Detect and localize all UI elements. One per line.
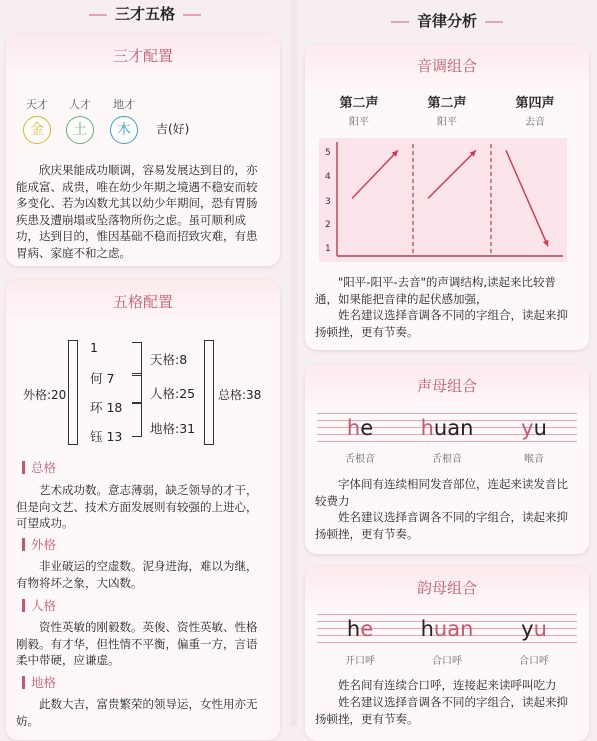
waige-description: 非业破运的空虚数。泥身进海，难以为继，有物将坏之象，大凶数。: [16, 559, 258, 590]
initials-card: [305, 364, 589, 554]
tone-contour-1: [352, 150, 398, 198]
finals-card-title: 韵母组合: [305, 566, 589, 610]
tone-contour-chart: [319, 138, 567, 262]
tone-suggestion: 姓名建议选择音调各不同的字组合，读起来抑扬顿挫，更有节奏。: [315, 308, 568, 339]
sancai-card: [6, 34, 280, 266]
wuge-card-title: 五格配置: [6, 280, 280, 324]
char-row-he: 何 7: [90, 371, 115, 386]
tone-3: 第四声 去音: [515, 96, 555, 128]
tiange-label: 天格:8: [150, 352, 188, 367]
char-row-yu: 钰 13: [90, 429, 123, 444]
right-bracket: [204, 340, 214, 445]
tone-card: [305, 44, 589, 350]
section-title-sancai-wuge: 三才五格: [0, 3, 290, 24]
yinlv-column: [297, 0, 597, 726]
element-mu-circle: 木: [110, 116, 138, 144]
title-dash-left: [89, 14, 107, 16]
dige-label: 地格:31: [150, 421, 196, 436]
sancai-card-title: 三才配置: [6, 34, 280, 78]
tone-1: 第二声 阳平: [339, 96, 379, 128]
zongge-heading: 总格: [22, 461, 56, 474]
initial-type-3: 喉音: [524, 454, 544, 465]
char-row-huan: 环 18: [90, 400, 123, 415]
rencai-label: 人才: [69, 98, 91, 111]
final-syllable-1: he: [346, 617, 374, 641]
sancai-description: 欣庆果能成功顺调，容易发展达到目的，亦能成富、成贵，唯在幼少年期之境遇不稳安而较多变化、若为凶数尤其以幼少年期间，恐有胃肠疾患及遭崩塌或坠落物所伤之虑。虽可顺利成功，达到目的，惟因基础不稳而招致灾难，有患胃病、家庭不和之虑。: [16, 163, 258, 260]
initial-syllable-1: he: [346, 416, 374, 440]
tick-1: 1: [325, 244, 331, 254]
tick-2: 2: [325, 220, 331, 230]
finals-analysis: 姓名间有连续合口呼，连接起来读呼叫吃力: [338, 678, 557, 692]
zongge-description: 艺术成功数。意志薄弱，缺乏领导的才干，但是向文艺、技术方面发展则有较强的上进心，可望成功。: [16, 483, 258, 530]
renge-bracket: [132, 373, 142, 404]
left-bracket: [68, 340, 78, 445]
wuge-card: [6, 280, 280, 740]
initials-analysis: 字体间有连续相同发音部位，连起来读发音比较费力: [315, 477, 568, 508]
final-type-2: 合口呼: [432, 656, 462, 667]
sancai-result: 吉(好): [156, 122, 190, 136]
initial-syllable-2: huan: [420, 416, 474, 440]
tick-5: 5: [325, 148, 331, 158]
char-row-1: 1: [90, 340, 98, 355]
final-syllable-3: yu: [521, 617, 547, 641]
tick-3: 3: [325, 197, 331, 207]
tone-contour-3: [506, 150, 548, 246]
renge-label: 人格:25: [150, 386, 196, 401]
tiange-bracket: [132, 342, 142, 376]
initials-card-title: 声母组合: [305, 364, 589, 408]
dige-bracket: [132, 402, 142, 437]
initial-type-2: 舌根音: [432, 454, 462, 465]
renge-description: 资性英敏的刚毅数。英俊、资性英敏、性格刚毅。有才华，但性情不平衡，偏重一方，言语柔中带硬，应谦虚。: [16, 620, 258, 667]
element-tu-circle: 土: [66, 116, 94, 144]
final-type-3: 合口呼: [519, 656, 549, 667]
dicai-label: 地才: [113, 98, 135, 111]
initial-syllable-3: yu: [521, 416, 547, 440]
waige-heading: 外格: [22, 538, 56, 551]
renge-heading: 人格: [22, 599, 56, 612]
title-dash-right: [183, 14, 201, 16]
tone-analysis: "阳平-阳平-去音"的声调结构,读起来比较普通，如果能把音律的起伏感加强，: [315, 275, 557, 306]
initials-suggestion: 姓名建议选择音调各不同的字组合，读起来抑扬顿挫，更有节奏。: [315, 510, 568, 541]
initial-type-1: 舌根音: [345, 454, 375, 465]
finals-suggestion: 姓名建议选择音调各不同的字组合，读起来抑扬顿挫，更有节奏。: [315, 695, 568, 726]
tone-contours: [352, 150, 548, 246]
element-jin-circle: 金: [23, 116, 51, 144]
title-dash-left: [391, 21, 409, 23]
dige-description: 此数大吉，富贵繁荣的领导运，女性用亦无妨。: [16, 697, 258, 728]
final-type-1: 开口呼: [345, 656, 375, 667]
tone-card-title: 音调组合: [305, 44, 589, 88]
zongge-label: 总格:38: [218, 388, 262, 402]
sancai-wuge-column: [0, 0, 290, 726]
dige-heading: 地格: [22, 676, 56, 689]
finals-card: [305, 566, 589, 741]
tick-4: 4: [325, 172, 331, 182]
tone-contour-2: [428, 150, 476, 198]
tiancai-label: 天才: [26, 98, 48, 111]
waige-label: 外格:20: [23, 388, 67, 402]
tone-2: 第二声 阳平: [427, 96, 467, 128]
final-syllable-2: huan: [420, 617, 474, 641]
title-dash-right: [485, 21, 503, 23]
section-title-yinlv: 音律分析: [297, 10, 597, 31]
